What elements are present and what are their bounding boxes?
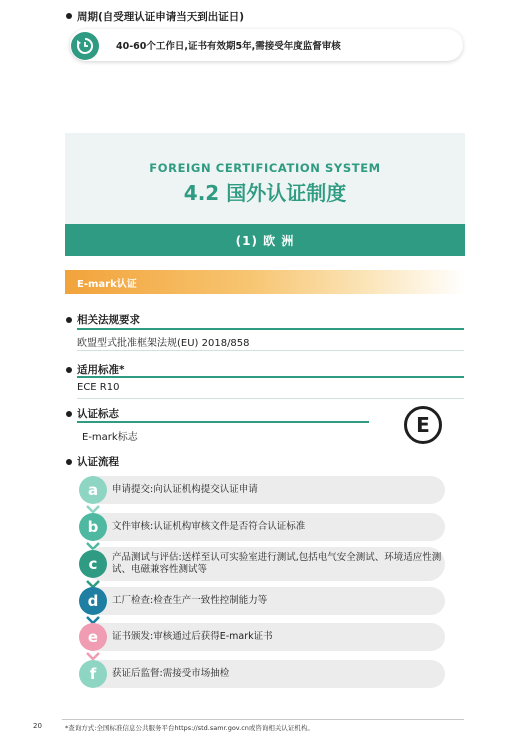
mark-bullet [66, 411, 72, 417]
page-number: 20 [33, 722, 42, 730]
emark-heading: E-mark认证 [77, 278, 137, 290]
period-label: 周期(自受理认证申请当天到出证日) [77, 11, 245, 23]
standard-underline [77, 398, 464, 399]
standard-label: 适用标准* [77, 364, 125, 376]
clock-icon [71, 32, 99, 60]
footnote: *查询方式:全国标准信息公共服务平台https://std.samr.gov.cn或咨询相关认证机构。 [65, 724, 314, 732]
period-bullet [66, 13, 72, 19]
region-bar [65, 224, 465, 256]
step-d-text: 工厂检查:检查生产一致性控制能力等 [112, 595, 268, 606]
process-bullet [66, 459, 72, 465]
section-title: 4.2 国外认证制度 [183, 181, 347, 205]
step-b-badge: b [79, 513, 107, 541]
mark-text: E-mark标志 [82, 432, 138, 443]
regulation-rule [77, 328, 464, 330]
step-a-badge: a [79, 476, 107, 504]
region-title: (1) 欧 洲 [235, 233, 295, 248]
regulation-label: 相关法规要求 [77, 314, 140, 326]
chevron-down-icon [86, 505, 100, 513]
mark-label: 认证标志 [77, 408, 119, 420]
section-subtitle: FOREIGN CERTIFICATION SYSTEM [149, 161, 381, 175]
mark-rule [77, 421, 369, 423]
process-label: 认证流程 [77, 456, 119, 468]
emark-logo: E [404, 406, 442, 444]
step-f-badge: f [79, 660, 107, 688]
step-a-text: 申请提交:向认证机构提交认证申请 [112, 484, 258, 495]
step-b-text: 文件审核:认证机构审核文件是否符合认证标准 [112, 521, 306, 532]
step-e-text: 证书颁发:审核通过后获得E-mark证书 [112, 631, 273, 642]
emark-heading-bar [65, 270, 465, 294]
period-text: 40-60个工作日,证书有效期5年,需接受年度监督审核 [116, 41, 341, 52]
step-c-badge: c [79, 550, 107, 578]
step-d-badge: d [79, 587, 107, 615]
step-c-text: 产品测试与评估:送样至认可实验室进行测试,包括电气安全测试、环境适应性测试、电磁兼容性测试等 [112, 552, 442, 575]
standard-bullet [66, 367, 72, 373]
regulation-bullet [66, 317, 72, 323]
footer-rule [62, 719, 464, 720]
standard-rule [77, 376, 464, 378]
step-f-text: 获证后监督:需接受市场抽检 [112, 668, 230, 679]
regulation-text: 欧盟型式批准框架法规(EU) 2018/858 [77, 338, 250, 349]
regulation-underline [77, 350, 464, 351]
standard-text: ECE R10 [77, 382, 120, 393]
chevron-down-icon [86, 652, 100, 660]
step-e-badge: e [79, 623, 107, 651]
